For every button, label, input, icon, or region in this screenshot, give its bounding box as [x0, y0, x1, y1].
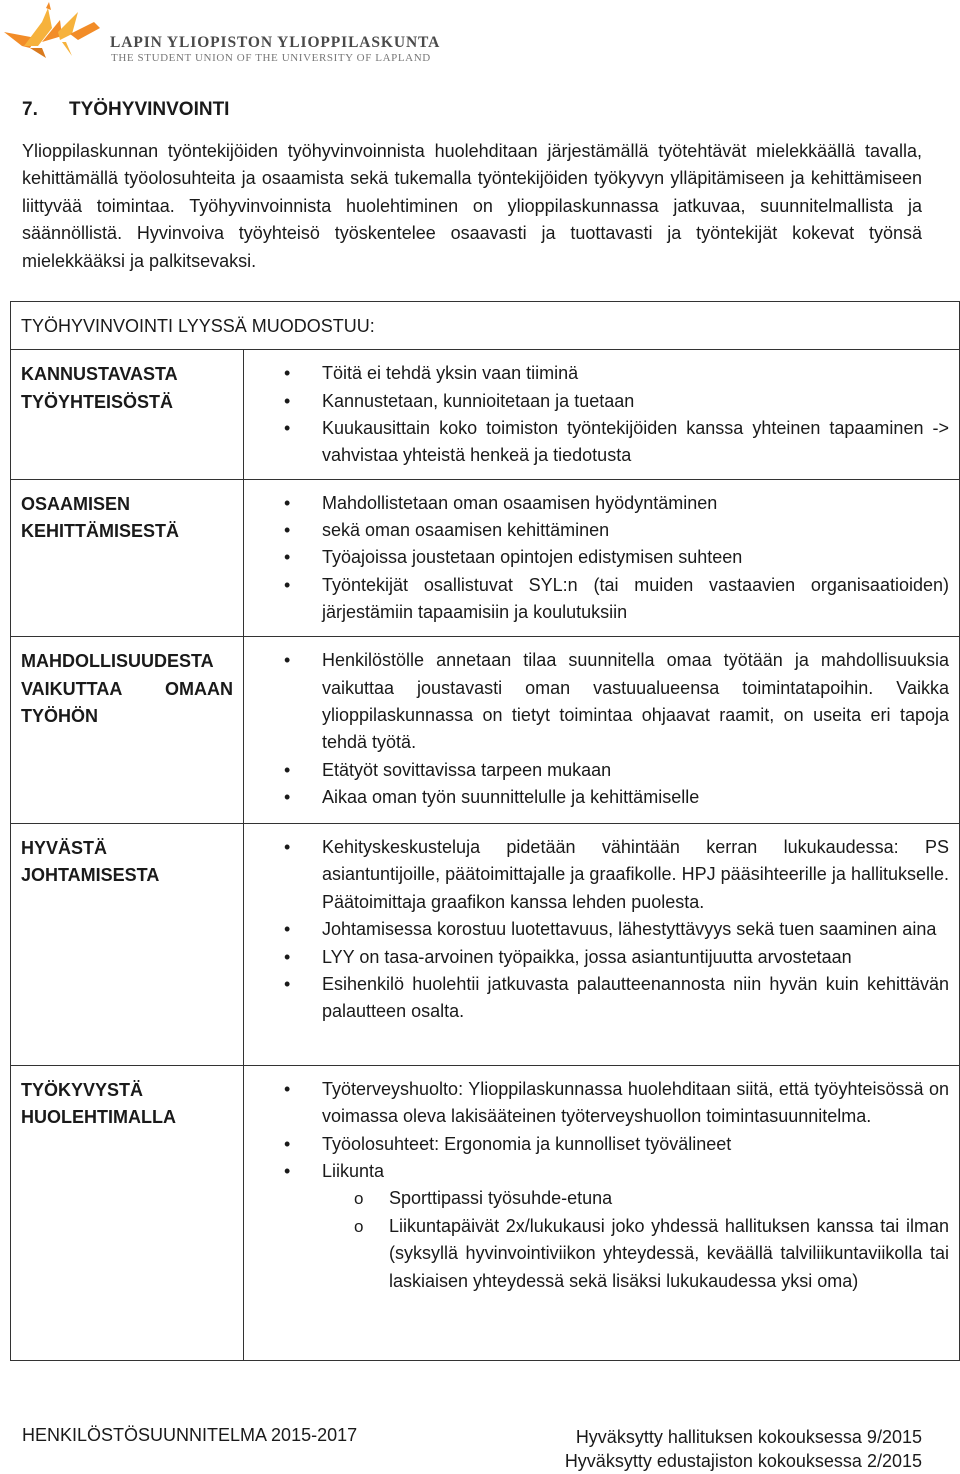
bird-logo-icon — [2, 2, 102, 64]
section-heading — [22, 99, 229, 121]
row-label-line: KANNUSTAVASTA — [21, 364, 178, 385]
row-label-line: OSAAMISEN — [21, 493, 131, 514]
org-subtitle: THE STUDENT UNION OF THE UNIVERSITY OF LAPLAND — [111, 52, 431, 64]
wellbeing-table — [10, 301, 960, 1361]
row-label — [11, 350, 244, 479]
list-item: • Aikaa oman työn suunnittelulle ja kehittämiselle — [244, 784, 949, 811]
footer-approval-line: Hyväksytty hallituksen kokouksessa 9/2015 — [575, 1427, 922, 1447]
table-row — [11, 1065, 960, 1360]
row-label — [11, 1065, 244, 1360]
org-name: LAPIN YLIOPISTON YLIOPPILASKUNTA — [110, 34, 441, 51]
list-item: • Kannustetaan, kunnioitetaan ja tuetaan — [244, 388, 949, 415]
list-item: • Mahdollistetaan oman osaamisen hyödyntäminen — [244, 490, 949, 517]
sub-list-item: o Sporttipassi työsuhde-etuna — [322, 1185, 949, 1212]
list-item: • Kuukausittain koko toimiston työntekijöiden kanssa yhteinen tapaaminen -> vahvistaa yhteistä henkeä ja tiedotusta — [244, 415, 949, 470]
list-item: • Kehityskeskusteluja pidetään vähintään kerran lukukaudessa: PS asiantuntijoille, päätoimittajalle ja graafikolle. HPJ pääsihteerille ja hallitukselle. Päätoimittaja graafikon kanssa lehden puolesta. — [244, 834, 949, 916]
list-item: • Etätyöt sovittavissa tarpeen mukaan — [244, 757, 949, 784]
section-title: TYÖHYVINVOINTI — [69, 99, 230, 120]
list-item: • Työntekijät osallistuvat SYL:n (tai muiden vastaavien organisaatioiden) järjestämiin tapaamisiin ja koulutuksiin — [244, 572, 949, 627]
row-content — [244, 823, 960, 1065]
section-number: 7. — [22, 99, 38, 120]
list-item — [244, 1158, 949, 1295]
row-content — [244, 1065, 960, 1360]
row-label-line: TYÖHÖN — [21, 706, 99, 727]
row-label-line: HYVÄSTÄ — [21, 837, 108, 858]
sub-list-item: o Liikuntapäivät 2x/lukukausi joko yhdessä hallituksen kanssa tai ilman (syksyllä hyvinvointiviikon yhteydessä, keväällä talviliikuntaviikolla tai laskiaisen yhteydessä sekä lisäksi lukukaudessa yksi oma) — [322, 1213, 949, 1295]
sub-list — [322, 1185, 949, 1295]
list-item: • Esihenkilö huolehtii jatkuvasta palautteenannosta niin hyvän kuin kehittävän palautteen osalta. — [244, 971, 949, 1026]
row-label-line: TYÖYHTEISÖSTÄ — [21, 391, 174, 412]
list-item: • Työajoissa joustetaan opintojen edistymisen suhteen — [244, 544, 949, 571]
list-item: • Töitä ei tehdä yksin vaan tiiminä — [244, 360, 949, 387]
table-row — [11, 823, 960, 1065]
list-item: • Henkilöstölle annetaan tilaa suunnitella omaa työtään ja mahdollisuuksia vaikuttaa joustavasti oman vastuualueensa toimintatapoihin. Vaikka ylioppilaskunnassa on tietyt toimintaa ohjaavat raamit, on useita eri tapoja tehdä työtä. — [244, 647, 949, 757]
row-label-line: HUOLEHTIMALLA — [21, 1107, 176, 1128]
row-label — [11, 637, 244, 824]
row-label-line: KEHITTÄMISESTÄ — [21, 521, 180, 542]
list-item: • sekä oman osaamisen kehittäminen — [244, 517, 949, 544]
row-label-line: VAIKUTTAA OMAAN — [21, 678, 233, 699]
row-label — [11, 479, 244, 637]
row-label-line: TYÖKYVYSTÄ — [21, 1079, 144, 1100]
table-caption: TYÖHYVINVOINTI LYYSSÄ MUODOSTUU: — [11, 302, 960, 350]
row-label — [11, 823, 244, 1065]
footer-approval — [565, 1425, 922, 1473]
footer-document-title: HENKILÖSTÖSUUNNITELMA 2015-2017 — [22, 1425, 358, 1445]
table-row — [11, 350, 960, 479]
table-row — [11, 637, 960, 824]
list-item: • LYY on tasa-arvoinen työpaikka, jossa asiantuntijuutta arvostetaan — [244, 944, 949, 971]
row-content — [244, 637, 960, 824]
table-caption-row — [11, 302, 960, 350]
footer-approval-line: Hyväksytty edustajiston kokouksessa 2/2015 — [564, 1451, 922, 1471]
list-item: • Työolosuhteet: Ergonomia ja kunnolliset työvälineet — [244, 1131, 949, 1158]
list-item-label: Liikunta — [322, 1161, 385, 1182]
row-content — [244, 479, 960, 637]
row-label-line: JOHTAMISESTA — [21, 865, 160, 886]
list-item: • Johtamisessa korostuu luotettavuus, lähestyttävyys sekä tuen saaminen aina — [244, 916, 949, 943]
row-content — [244, 350, 960, 479]
row-label-line: MAHDOLLISUUDESTA — [21, 651, 214, 672]
intro-paragraph: Ylioppilaskunnan työntekijöiden työhyvinvoinnista huolehditaan järjestämällä työtehtävät mielekkäällä tavalla, kehittämällä työolosuhteita ja osaamista sekä tukemalla työntekijöiden työkyvyn ylläpitämiseen ja kehittämiseen liittyvää toimintaa. Työhyvinvoinnista huolehtiminen on ylioppilaskunnassa jatkuvaa, suunnitelmallista ja säännöllistä. Hyvinvoiva työyhteisö työskentelee osaavasti ja tuottavasti ja työntekijät kokevat työnsä mielekkääksi ja palkitsevaksi. — [22, 141, 922, 271]
table-row — [11, 479, 960, 637]
page-header — [0, 0, 960, 70]
list-item: • Työterveyshuolto: Ylioppilaskunnassa huolehditaan siitä, että työyhteisössä on voimassa oleva lakisääteinen työterveyshuollon toimintasuunnitelma. — [244, 1076, 949, 1131]
